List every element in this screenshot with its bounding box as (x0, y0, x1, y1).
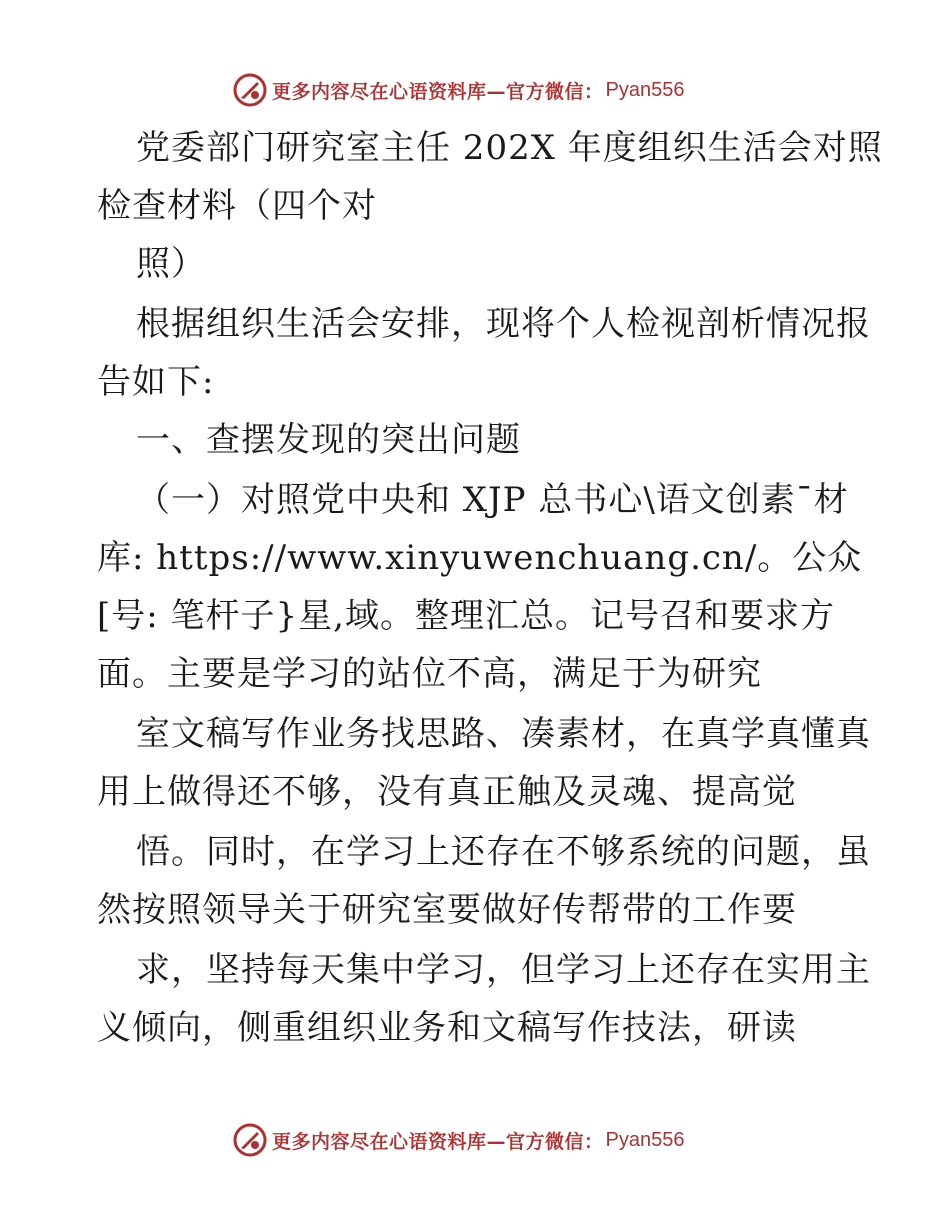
watermark-handle: Pyan556 (605, 1128, 685, 1151)
paragraph-line: 室文稿写作业务找思路、凑素材，在真学真懂真 (136, 714, 871, 754)
paragraph-line: 面。主要是学习的站位不高，满足于为研究 (97, 654, 762, 694)
quill-logo-icon (232, 72, 268, 108)
section-heading: 一、查摆发现的突出问题 (136, 420, 521, 460)
paragraph-line: 根据组织生活会安排，现将个人检视剖析情况报 (136, 304, 871, 344)
quill-logo-icon (232, 1122, 268, 1158)
watermark-handle: Pyan556 (605, 78, 685, 101)
title-line-3: 照） (136, 244, 206, 284)
paragraph-line: 悟。同时，在学习上还存在不够系统的问题，虽 (136, 832, 871, 872)
paragraph-line: 库: https://www.xinyuwenchuang.cn/。公众 (97, 538, 863, 578)
paragraph-line: 用上做得还不够，没有真正触及灵魂、提高觉 (97, 772, 797, 812)
watermark-brand-text: 更多内容尽在心语资料库—官方微信： (272, 80, 604, 103)
paragraph-line: （一）对照党中央和 XJP 总书心\语文创素¯材 (136, 480, 849, 520)
paragraph-line: 然按照领导关于研究室要做好传帮带的工作要 (97, 890, 797, 930)
watermark-footer (232, 1120, 684, 1160)
paragraph-line: 求，坚持每天集中学习，但学习上还存在实用主 (136, 950, 871, 990)
paragraph-line: [号: 笔杆子}星,域。整理汇总。记号召和要求方 (97, 596, 835, 636)
title-line-1: 党委部门研究室主任 202X 年度组织生活会对照 (136, 128, 883, 168)
paragraph-line: 义倾向，侧重组织业务和文稿写作技法，研读 (97, 1008, 797, 1048)
title-line-2: 检查材料（四个对 (97, 186, 377, 226)
watermark-header (232, 70, 684, 110)
paragraph-line: 告如下: (97, 362, 215, 402)
watermark-brand-text: 更多内容尽在心语资料库—官方微信： (272, 1130, 604, 1153)
